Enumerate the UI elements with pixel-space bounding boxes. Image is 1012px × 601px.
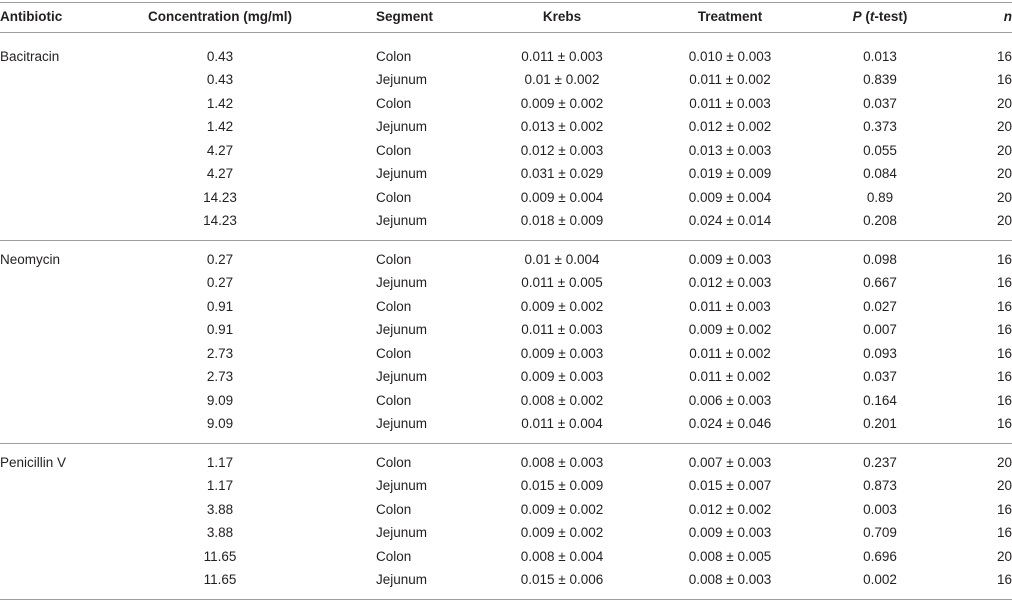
cell-p-value: 0.709 bbox=[863, 525, 897, 541]
cell-segment: Colon bbox=[376, 548, 412, 564]
cell-segment: Jejunum bbox=[376, 369, 428, 385]
cell-krebs: 0.011 ± 0.003 bbox=[521, 322, 603, 338]
cell-treatment: 0.015 ± 0.007 bbox=[688, 478, 772, 494]
table-row bbox=[0, 498, 1012, 522]
cell-p-value: 0.164 bbox=[863, 392, 897, 408]
cell-krebs: 0.009 ± 0.002 bbox=[520, 95, 604, 111]
header-p-t: t bbox=[869, 9, 875, 24]
cell-treatment: 0.009 ± 0.003 bbox=[688, 525, 772, 541]
cell-n: 16 bbox=[996, 416, 1012, 432]
cell-n: 16 bbox=[996, 298, 1012, 314]
table-row bbox=[0, 68, 1012, 92]
cell-concentration: 9.09 bbox=[206, 416, 234, 432]
header-treatment: Treatment bbox=[697, 9, 763, 24]
header-rule bbox=[0, 32, 1012, 33]
table-row bbox=[0, 545, 1012, 569]
cell-krebs: 0.009 ± 0.002 bbox=[520, 298, 604, 314]
cell-p-value: 0.007 bbox=[863, 322, 897, 338]
bottom-rule bbox=[0, 599, 1012, 600]
cell-p-value: 0.208 bbox=[863, 213, 897, 229]
cell-treatment: 0.011 ± 0.003 bbox=[689, 298, 771, 314]
cell-n: 20 bbox=[996, 166, 1012, 182]
table-row bbox=[0, 342, 1012, 366]
cell-treatment: 0.009 ± 0.003 bbox=[688, 252, 772, 267]
cell-segment: Jejunum bbox=[376, 275, 428, 291]
cell-krebs: 0.012 ± 0.003 bbox=[520, 142, 604, 158]
cell-n: 16 bbox=[996, 345, 1012, 361]
cell-n: 16 bbox=[996, 501, 1012, 517]
cell-segment: Colon bbox=[376, 455, 412, 470]
cell-n: 16 bbox=[996, 252, 1012, 267]
cell-concentration: 2.73 bbox=[206, 369, 234, 385]
header-krebs: Krebs bbox=[542, 9, 582, 24]
cell-n: 16 bbox=[996, 49, 1012, 64]
cell-concentration: 4.27 bbox=[206, 142, 234, 158]
cell-n: 16 bbox=[996, 525, 1012, 541]
cell-segment: Jejunum bbox=[376, 416, 428, 432]
table-row bbox=[0, 45, 1012, 69]
cell-p-value: 0.013 bbox=[863, 49, 897, 64]
cell-segment: Jejunum bbox=[376, 322, 428, 338]
cell-concentration: 1.17 bbox=[206, 478, 234, 494]
cell-p-value: 0.027 bbox=[863, 298, 897, 314]
cell-concentration: 9.09 bbox=[206, 392, 234, 408]
cell-n: 16 bbox=[996, 322, 1012, 338]
cell-treatment: 0.011 ± 0.002 bbox=[689, 369, 771, 385]
cell-p-value: 0.084 bbox=[863, 166, 897, 182]
cell-concentration: 1.17 bbox=[206, 455, 234, 470]
cell-krebs: 0.01 ± 0.004 bbox=[524, 252, 600, 267]
cell-segment: Colon bbox=[376, 252, 412, 267]
cell-p-value: 0.373 bbox=[863, 119, 897, 135]
cell-n: 20 bbox=[996, 119, 1012, 135]
cell-krebs: 0.008 ± 0.004 bbox=[520, 548, 604, 564]
cell-antibiotic: Neomycin bbox=[0, 252, 61, 267]
cell-concentration: 4.27 bbox=[206, 166, 234, 182]
cell-krebs: 0.015 ± 0.009 bbox=[520, 478, 604, 494]
cell-krebs: 0.013 ± 0.002 bbox=[520, 119, 604, 135]
table-row bbox=[0, 92, 1012, 116]
cell-treatment: 0.024 ± 0.046 bbox=[688, 416, 772, 432]
cell-krebs: 0.011 ± 0.003 bbox=[521, 49, 603, 64]
cell-krebs: 0.011 ± 0.004 bbox=[521, 416, 603, 432]
cell-concentration: 3.88 bbox=[206, 501, 234, 517]
cell-p-value: 0.055 bbox=[863, 142, 897, 158]
table-row bbox=[0, 568, 1012, 592]
cell-p-value: 0.037 bbox=[863, 369, 897, 385]
cell-treatment: 0.008 ± 0.003 bbox=[688, 572, 772, 588]
cell-p-value: 0.873 bbox=[863, 478, 897, 494]
cell-concentration: 0.27 bbox=[206, 252, 234, 267]
table-row bbox=[0, 451, 1012, 475]
cell-n: 20 bbox=[996, 478, 1012, 494]
header-n bbox=[1004, 5, 1012, 29]
cell-krebs: 0.011 ± 0.005 bbox=[521, 275, 603, 291]
cell-segment: Colon bbox=[376, 142, 412, 158]
cell-krebs: 0.009 ± 0.004 bbox=[520, 189, 604, 205]
cell-segment: Jejunum bbox=[376, 525, 428, 541]
cell-segment: Jejunum bbox=[376, 478, 428, 494]
cell-concentration: 0.27 bbox=[206, 275, 234, 291]
cell-treatment: 0.012 ± 0.003 bbox=[688, 275, 772, 291]
cell-n: 20 bbox=[996, 455, 1012, 470]
cell-concentration: 0.91 bbox=[206, 322, 234, 338]
cell-concentration: 11.65 bbox=[203, 572, 237, 588]
cell-segment: Colon bbox=[376, 189, 412, 205]
cell-concentration: 0.43 bbox=[206, 49, 234, 64]
cell-p-value: 0.093 bbox=[863, 345, 897, 361]
cell-concentration: 11.65 bbox=[203, 548, 237, 564]
cell-krebs: 0.015 ± 0.006 bbox=[520, 572, 604, 588]
cell-krebs: 0.018 ± 0.009 bbox=[520, 213, 604, 229]
cell-p-value: 0.237 bbox=[863, 455, 897, 470]
cell-krebs: 0.009 ± 0.002 bbox=[520, 501, 604, 517]
cell-p-value: 0.667 bbox=[863, 275, 897, 291]
group-divider bbox=[0, 240, 1012, 241]
header-row bbox=[0, 5, 1012, 29]
cell-p-value: 0.037 bbox=[863, 95, 897, 111]
header-p-value bbox=[820, 5, 940, 29]
cell-n: 16 bbox=[996, 369, 1012, 385]
cell-n: 16 bbox=[996, 392, 1012, 408]
cell-treatment: 0.024 ± 0.014 bbox=[688, 213, 772, 229]
cell-n: 16 bbox=[996, 72, 1012, 88]
cell-antibiotic: Bacitracin bbox=[0, 49, 60, 64]
cell-krebs: 0.031 ± 0.029 bbox=[520, 166, 604, 182]
table-row bbox=[0, 365, 1012, 389]
cell-concentration: 14.23 bbox=[203, 189, 237, 205]
table-row bbox=[0, 209, 1012, 233]
cell-treatment: 0.013 ± 0.003 bbox=[688, 142, 772, 158]
table-row bbox=[0, 248, 1012, 272]
cell-treatment: 0.006 ± 0.003 bbox=[688, 392, 772, 408]
cell-segment: Colon bbox=[376, 298, 412, 314]
cell-n: 20 bbox=[996, 548, 1012, 564]
cell-n: 20 bbox=[996, 95, 1012, 111]
group-divider bbox=[0, 443, 1012, 444]
table-row bbox=[0, 186, 1012, 210]
cell-treatment: 0.008 ± 0.005 bbox=[688, 548, 772, 564]
cell-segment: Colon bbox=[376, 501, 412, 517]
cell-treatment: 0.009 ± 0.004 bbox=[688, 189, 772, 205]
cell-treatment: 0.009 ± 0.002 bbox=[688, 322, 772, 338]
header-antibiotic: Antibiotic bbox=[0, 9, 63, 24]
cell-treatment: 0.012 ± 0.002 bbox=[688, 119, 772, 135]
cell-p-value: 0.696 bbox=[863, 548, 897, 564]
table-row bbox=[0, 521, 1012, 545]
table-row bbox=[0, 139, 1012, 163]
table-row bbox=[0, 295, 1012, 319]
cell-p-value: 0.89 bbox=[866, 189, 894, 205]
cell-antibiotic: Penicillin V bbox=[0, 455, 67, 470]
header-n-symbol: n bbox=[1003, 9, 1012, 24]
cell-segment: Jejunum bbox=[376, 213, 428, 229]
cell-treatment: 0.019 ± 0.009 bbox=[688, 166, 772, 182]
cell-treatment: 0.011 ± 0.002 bbox=[689, 345, 771, 361]
header-p-rest: -test) bbox=[874, 9, 908, 24]
cell-treatment: 0.011 ± 0.002 bbox=[689, 72, 771, 88]
header-concentration: Concentration (mg/ml) bbox=[148, 9, 292, 24]
cell-concentration: 2.73 bbox=[206, 345, 234, 361]
cell-segment: Jejunum bbox=[376, 572, 428, 588]
cell-krebs: 0.01 ± 0.002 bbox=[524, 72, 600, 88]
cell-krebs: 0.008 ± 0.003 bbox=[520, 455, 604, 470]
cell-segment: Colon bbox=[376, 95, 412, 111]
header-p-symbol: P bbox=[852, 9, 862, 24]
cell-krebs: 0.009 ± 0.003 bbox=[520, 345, 604, 361]
cell-segment: Colon bbox=[376, 392, 412, 408]
top-rule bbox=[0, 2, 1012, 3]
cell-n: 20 bbox=[996, 189, 1012, 205]
table-row bbox=[0, 162, 1012, 186]
table-row bbox=[0, 389, 1012, 413]
cell-concentration: 1.42 bbox=[206, 95, 234, 111]
cell-treatment: 0.010 ± 0.003 bbox=[688, 49, 772, 64]
cell-p-value: 0.201 bbox=[863, 416, 897, 432]
header-segment: Segment bbox=[376, 9, 434, 24]
cell-p-value: 0.839 bbox=[863, 72, 897, 88]
cell-segment: Jejunum bbox=[376, 119, 428, 135]
cell-p-value: 0.098 bbox=[863, 252, 897, 267]
cell-concentration: 1.42 bbox=[206, 119, 234, 135]
cell-segment: Colon bbox=[376, 49, 412, 64]
cell-krebs: 0.008 ± 0.002 bbox=[520, 392, 604, 408]
cell-n: 20 bbox=[996, 142, 1012, 158]
header-p-open: ( bbox=[861, 9, 870, 24]
cell-p-value: 0.002 bbox=[863, 572, 897, 588]
cell-segment: Jejunum bbox=[376, 72, 428, 88]
cell-n: 16 bbox=[996, 275, 1012, 291]
cell-segment: Jejunum bbox=[376, 166, 428, 182]
cell-concentration: 3.88 bbox=[206, 525, 234, 541]
cell-n: 16 bbox=[996, 572, 1012, 588]
cell-krebs: 0.009 ± 0.003 bbox=[520, 369, 604, 385]
cell-treatment: 0.011 ± 0.003 bbox=[689, 95, 771, 111]
cell-concentration: 0.43 bbox=[206, 72, 234, 88]
table-row bbox=[0, 271, 1012, 295]
table-row bbox=[0, 474, 1012, 498]
table-row bbox=[0, 412, 1012, 436]
cell-n: 20 bbox=[996, 213, 1012, 229]
cell-segment: Colon bbox=[376, 345, 412, 361]
cell-krebs: 0.009 ± 0.002 bbox=[520, 525, 604, 541]
cell-treatment: 0.012 ± 0.002 bbox=[688, 501, 772, 517]
cell-p-value: 0.003 bbox=[863, 501, 897, 517]
table-row bbox=[0, 318, 1012, 342]
table-row bbox=[0, 115, 1012, 139]
cell-concentration: 0.91 bbox=[206, 298, 234, 314]
cell-treatment: 0.007 ± 0.003 bbox=[688, 455, 772, 470]
cell-concentration: 14.23 bbox=[203, 213, 237, 229]
